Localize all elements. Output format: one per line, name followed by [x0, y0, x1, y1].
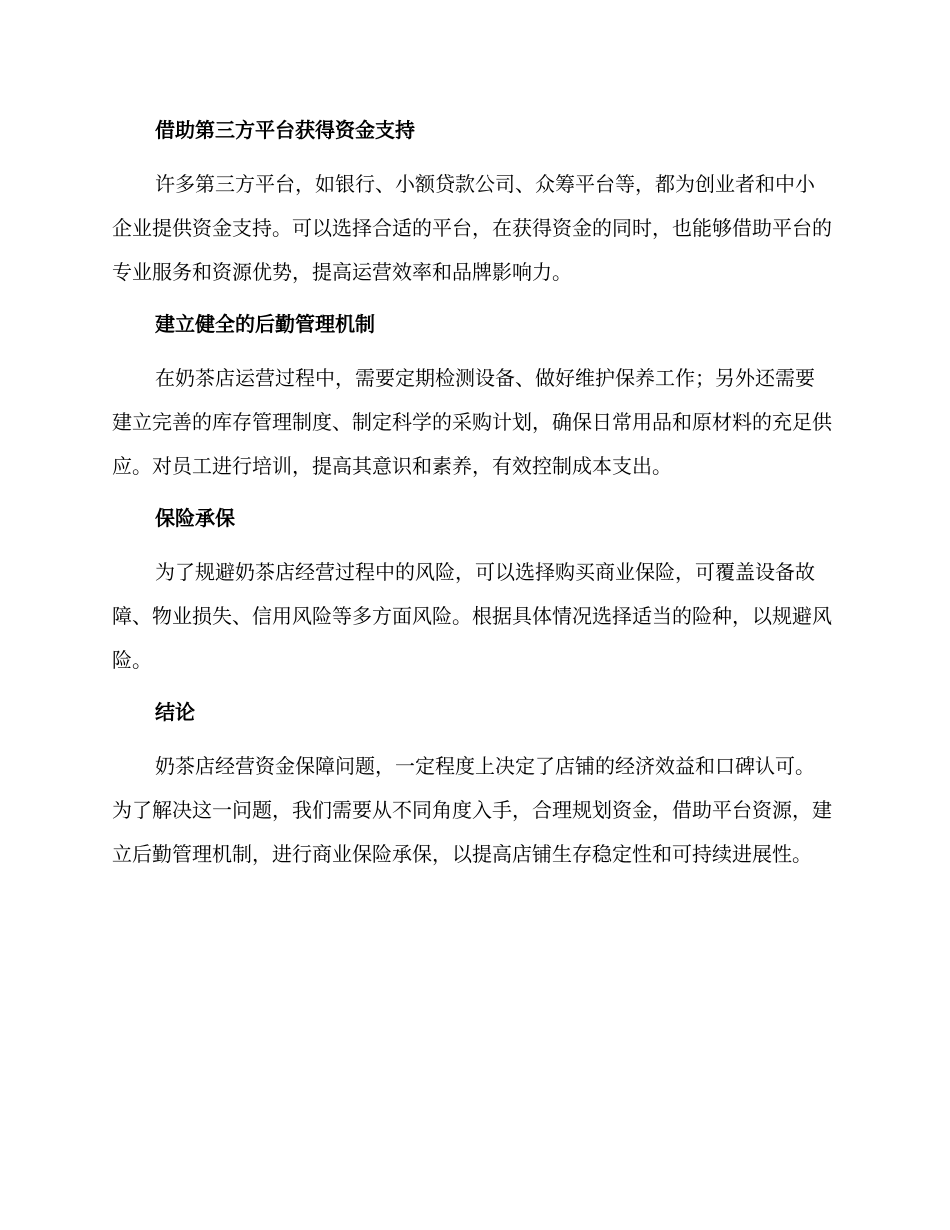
section-paragraph: 在奶茶店运营过程中，需要定期检测设备、做好维护保养工作；另外还需要建立完善的库存管理制度、制定科学的采购计划，确保日常用品和原材料的充足供应。对员工进行培训，提高其意识和素养，有效控制成本支出。	[112, 366, 832, 478]
section-conclusion	[112, 694, 834, 876]
section-heading: 借助第三方平台获得资金支持	[155, 118, 415, 142]
section-logistics-management	[112, 306, 834, 488]
section-paragraph: 为了规避奶茶店经营过程中的风险，可以选择购买商业保险，可覆盖设备故障、物业损失、信用风险等多方面风险。根据具体情况选择适当的险种，以规避风险。	[112, 560, 832, 672]
section-heading: 保险承保	[155, 506, 235, 530]
section-heading: 建立健全的后勤管理机制	[155, 312, 375, 336]
document-content	[112, 112, 834, 888]
section-heading: 结论	[155, 700, 195, 724]
section-paragraph: 奶茶店经营资金保障问题，一定程度上决定了店铺的经济效益和口碑认可。为了解决这一问题，我们需要从不同角度入手，合理规划资金，借助平台资源，建立后勤管理机制，进行商业保险承保，以提高店铺生存稳定性和可持续进展性。	[112, 754, 832, 866]
section-third-party-funding	[112, 112, 834, 294]
section-paragraph: 许多第三方平台，如银行、小额贷款公司、众筹平台等，都为创业者和中小企业提供资金支持。可以选择合适的平台，在获得资金的同时，也能够借助平台的专业服务和资源优势，提高运营效率和品牌影响力。	[112, 172, 832, 284]
section-insurance	[112, 500, 834, 682]
